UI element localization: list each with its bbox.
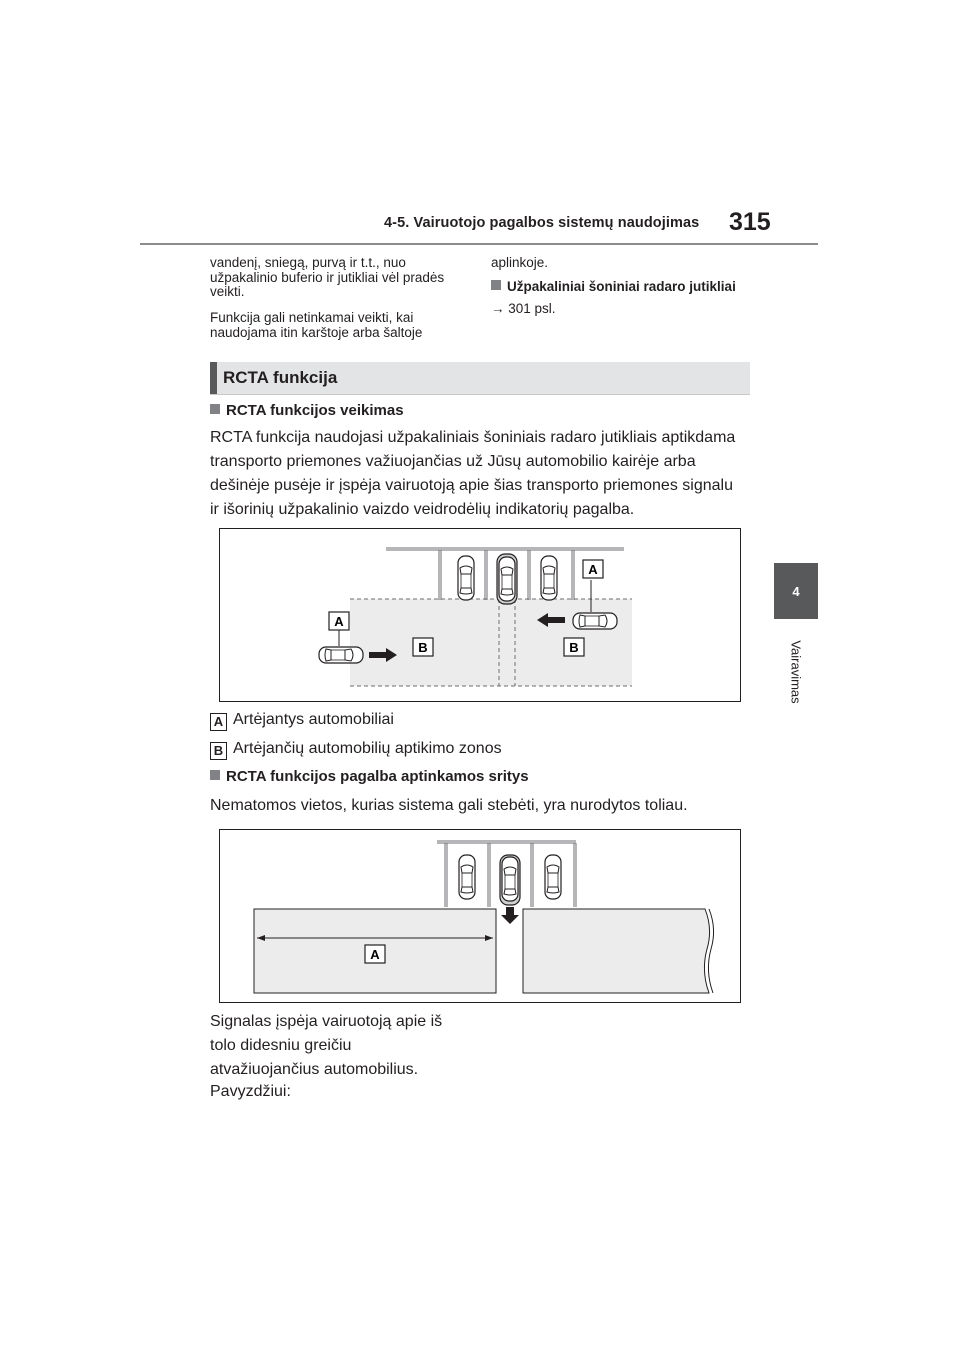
example-label: Pavyzdžiui: bbox=[210, 1083, 291, 1100]
rcta-operation-diagram bbox=[219, 528, 741, 702]
label-a-left bbox=[329, 612, 349, 630]
detection-area-right bbox=[523, 909, 710, 993]
own-car bbox=[497, 554, 517, 604]
chapter-tab-number: 4 bbox=[792, 583, 800, 599]
legend-key: B bbox=[210, 742, 227, 760]
svg-text:B: B bbox=[569, 640, 579, 655]
label-a bbox=[365, 945, 385, 963]
label-b-right bbox=[564, 638, 584, 656]
detection-zone bbox=[350, 599, 632, 686]
approaching-car-right bbox=[573, 613, 617, 629]
svg-text:A: A bbox=[588, 562, 598, 577]
warning-description: Signalas įspėja vairuotoją apie iš tolo didesniu greičiu atvažiuojančius automobilius. bbox=[210, 1013, 443, 1078]
section-heading: RCTA funkcija bbox=[210, 362, 750, 395]
bullet-square-icon bbox=[210, 404, 220, 414]
page-number: 315 bbox=[729, 208, 771, 236]
subsection-heading-operation: RCTA funkcijos veikimas bbox=[210, 402, 404, 419]
areas-description: Nematomos vietos, kurias sistema gali stebėti, yra nurodytos toliau. bbox=[210, 797, 688, 814]
parked-car bbox=[541, 556, 557, 600]
continued-paragraph: vandenį, sniegą, purvą ir t.t., nuo užpakalinio buferio ir jutikliai vėl pradės veikti. bbox=[210, 255, 445, 299]
continued-paragraph-right: aplinkoje. bbox=[491, 255, 549, 270]
approaching-car-left bbox=[319, 647, 363, 663]
subsection-heading-areas: RCTA funkcijos pagalba aptinkamos sritys bbox=[210, 768, 529, 785]
svg-text:A: A bbox=[370, 947, 380, 962]
section-heading-bar bbox=[210, 362, 217, 394]
legend-item-b: B Artėjančių automobilių aptikimo zonos bbox=[210, 737, 502, 761]
rcta-detection-area-diagram bbox=[219, 829, 741, 1003]
bullet-square-icon bbox=[491, 280, 501, 290]
operation-description: RCTA funkcija naudojasi užpakaliniais šoniniais radaro jutikliais aptikdama transporto priemones važiuojančias už Jūsų automobilio kairėje arba dešinėje pusėje ir įspėja vairuotoją apie šias transporto priemones signalu ir išorinių užpakalinio vaizdo veidrodėlių indikatorių pagalba. bbox=[210, 429, 736, 518]
chapter-tab-label: Vairavimas bbox=[788, 640, 804, 704]
legend-key: A bbox=[210, 713, 227, 731]
chapter-title: 4-5. Vairuotojo pagalbos sistemų naudojimas bbox=[384, 215, 700, 231]
parked-car bbox=[458, 556, 474, 600]
parked-car bbox=[545, 855, 561, 899]
parked-car bbox=[459, 855, 475, 899]
bullet-square-icon bbox=[210, 770, 220, 780]
page-reference-link[interactable]: → 301 psl. bbox=[491, 301, 556, 316]
svg-text:B: B bbox=[418, 640, 428, 655]
continued-paragraph-2: Funkcija gali netinkamai veikti, kai naudojama itin karštoje arba šaltoje bbox=[210, 310, 423, 340]
label-b-left bbox=[413, 638, 433, 656]
legend-item-a: A Artėjantys automobiliai bbox=[210, 708, 394, 732]
related-heading: Užpakaliniai šoniniai radaro jutikliai bbox=[491, 280, 736, 295]
chapter-tab[interactable] bbox=[774, 563, 818, 619]
svg-text:A: A bbox=[334, 614, 344, 629]
own-car bbox=[500, 855, 520, 905]
label-a-right bbox=[583, 560, 603, 578]
header-divider bbox=[140, 243, 818, 245]
